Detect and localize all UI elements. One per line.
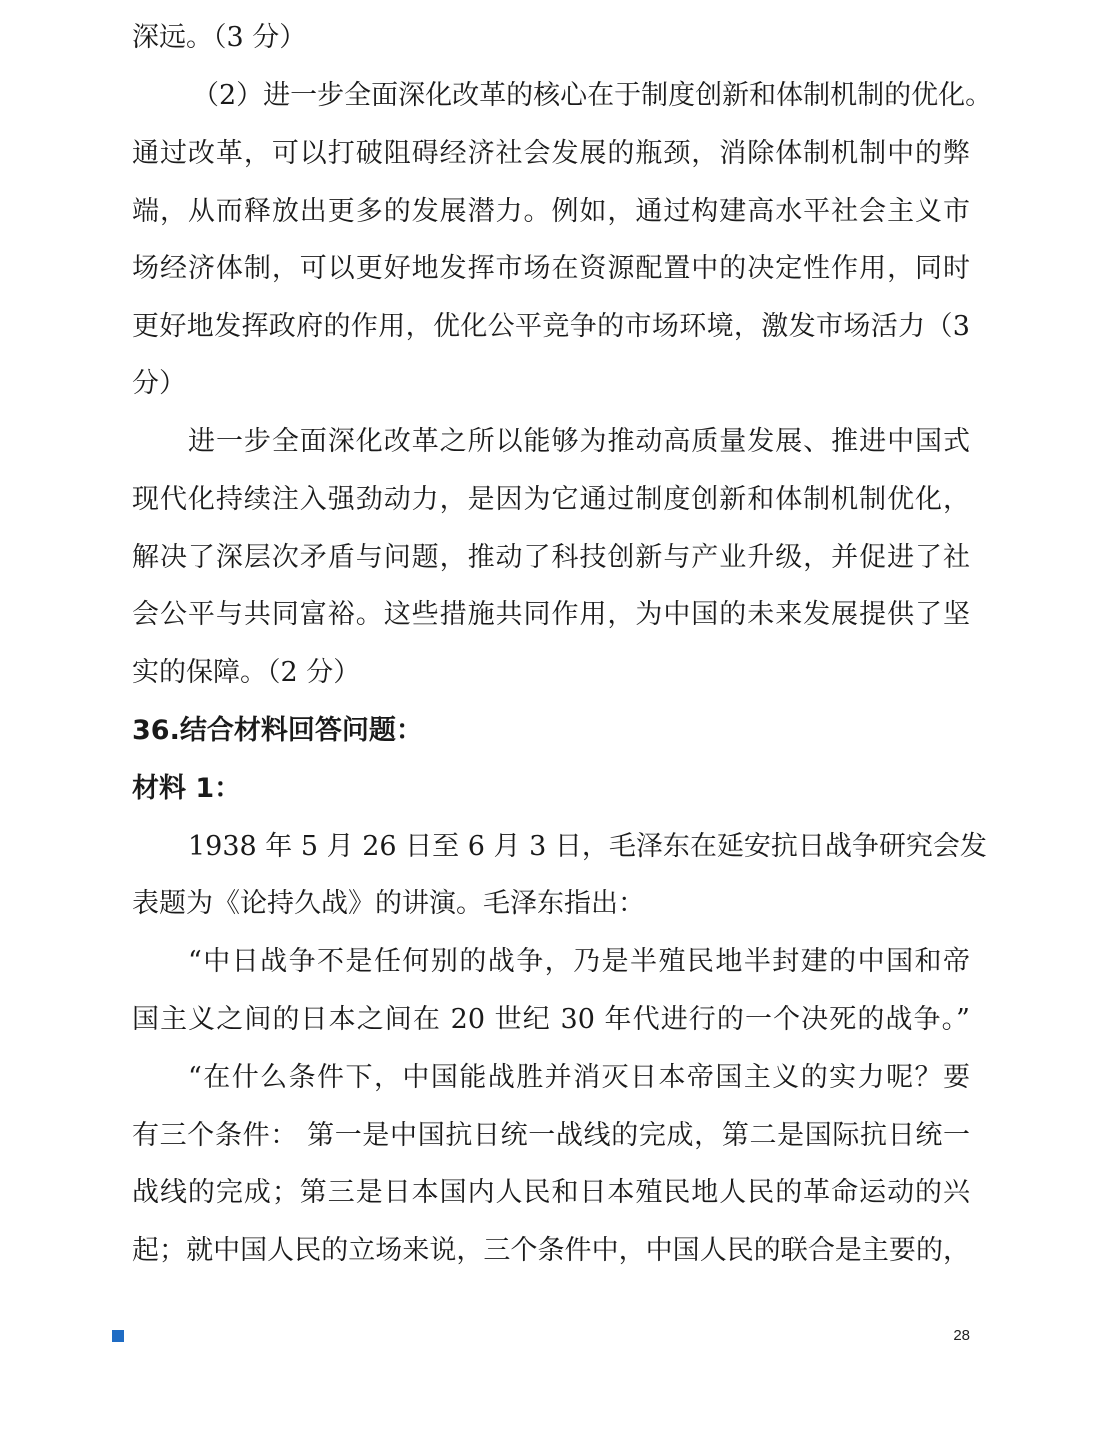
text-line: 分） bbox=[132, 368, 186, 399]
text-line: 1938 年 5 月 26 日至 6 月 3 日，毛泽东在延安抗日战争研究会发 bbox=[188, 831, 987, 862]
text-line: 场经济体制，可以更好地发挥市场在资源配置中的决定性作用，同时 bbox=[132, 253, 970, 284]
page-number: 28 bbox=[953, 1327, 970, 1344]
text-line: 端，从而释放出更多的发展潜力。例如，通过构建高水平社会主义市 bbox=[132, 196, 970, 227]
text-line: 表题为《论持久战》的讲演。毛泽东指出： bbox=[132, 888, 645, 919]
text-line: 实的保障。（2 分） bbox=[132, 657, 361, 688]
quote-line: “在什么条件下，中国能战胜并消灭日本帝国主义的实力呢？要 bbox=[188, 1062, 970, 1093]
footer-square-icon bbox=[112, 1330, 124, 1342]
quote-line: 有三个条件： 第一是中国抗日统一战线的完成，第二是国际抗日统一 bbox=[132, 1120, 970, 1151]
quote-line: 起；就中国人民的立场来说，三个条件中，中国人民的联合是主要的， bbox=[132, 1235, 970, 1266]
text-line: 更好地发挥政府的作用，优化公平竞争的市场环境，激发市场活力（3 bbox=[132, 311, 970, 342]
text-line: 深远。（3 分） bbox=[132, 22, 307, 53]
material-heading: 材料 1： bbox=[132, 773, 242, 804]
question-heading: 36.结合材料回答问题： bbox=[132, 715, 423, 746]
text-line: 会公平与共同富裕。这些措施共同作用，为中国的未来发展提供了坚 bbox=[132, 599, 970, 630]
text-line: 通过改革，可以打破阻碍经济社会发展的瓶颈，消除体制机制中的弊 bbox=[132, 138, 970, 169]
quote-line: “中日战争不是任何别的战争，乃是半殖民地半封建的中国和帝 bbox=[188, 946, 970, 977]
quote-line: 战线的完成；第三是日本国内人民和日本殖民地人民的革命运动的兴 bbox=[132, 1177, 970, 1208]
text-line: 现代化持续注入强劲动力，是因为它通过制度创新和体制机制优化， bbox=[132, 484, 970, 515]
text-line: （2）进一步全面深化改革的核心在于制度创新和体制机制的优化。 bbox=[192, 80, 993, 111]
quote-line: 国主义之间的日本之间在 20 世纪 30 年代进行的一个决死的战争。” bbox=[132, 1004, 970, 1035]
text-line: 进一步全面深化改革之所以能够为推动高质量发展、推进中国式 bbox=[188, 426, 970, 457]
text-line: 解决了深层次矛盾与问题，推动了科技创新与产业升级，并促进了社 bbox=[132, 542, 970, 573]
